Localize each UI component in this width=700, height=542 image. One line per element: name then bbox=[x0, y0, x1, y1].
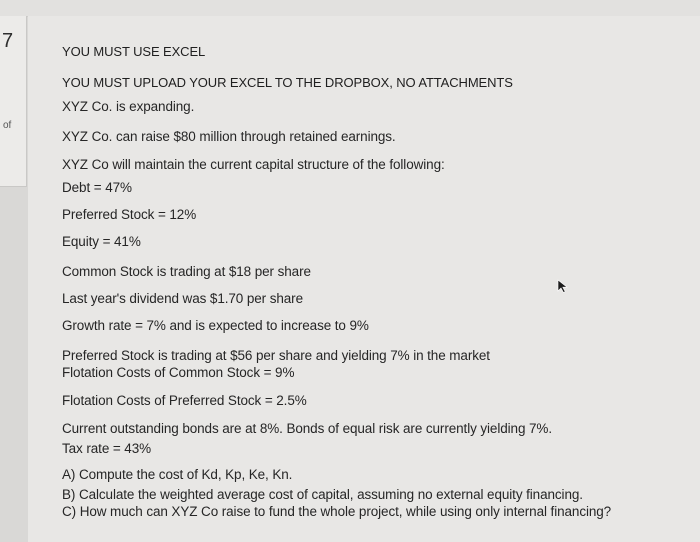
mouse-pointer-icon bbox=[557, 279, 569, 293]
question-panel bbox=[28, 16, 700, 542]
question-line: Preferred Stock = 12% bbox=[62, 207, 197, 222]
instruction-line: YOU MUST UPLOAD YOUR EXCEL TO THE DROPBOX, NO ATTACHMENTS bbox=[62, 75, 513, 90]
question-line: A) Compute the cost of Kd, Kp, Ke, Kn. bbox=[62, 467, 293, 482]
question-line: XYZ Co will maintain the current capital structure of the following: bbox=[62, 157, 445, 172]
question-line: Last year's dividend was $1.70 per share bbox=[62, 291, 303, 306]
question-line: Preferred Stock is trading at $56 per share and yielding 7% in the market bbox=[62, 348, 490, 363]
question-line: Tax rate = 43% bbox=[62, 441, 152, 456]
question-number: 7 bbox=[2, 30, 14, 52]
question-sidebar bbox=[0, 16, 27, 187]
question-line: B) Calculate the weighted average cost of capital, assuming no external equity financing. bbox=[62, 487, 583, 502]
question-line: Equity = 41% bbox=[62, 234, 141, 249]
page-of-label: of bbox=[3, 120, 12, 131]
question-line: Flotation Costs of Preferred Stock = 2.5% bbox=[62, 393, 307, 408]
question-line: Current outstanding bonds are at 8%. Bonds of equal risk are currently yielding 7%. bbox=[62, 421, 552, 436]
question-line: C) How much can XYZ Co raise to fund the whole project, while using only internal financing? bbox=[62, 504, 612, 519]
question-line: Debt = 47% bbox=[62, 180, 132, 195]
question-line: Growth rate = 7% and is expected to increase to 9% bbox=[62, 318, 369, 333]
question-line: XYZ Co. can raise $80 million through retained earnings. bbox=[62, 129, 396, 144]
top-bar bbox=[0, 0, 700, 17]
question-line: XYZ Co. is expanding. bbox=[62, 99, 195, 114]
instruction-line: YOU MUST USE EXCEL bbox=[62, 44, 206, 59]
question-line: Common Stock is trading at $18 per share bbox=[62, 264, 311, 279]
question-line: Flotation Costs of Common Stock = 9% bbox=[62, 365, 295, 380]
